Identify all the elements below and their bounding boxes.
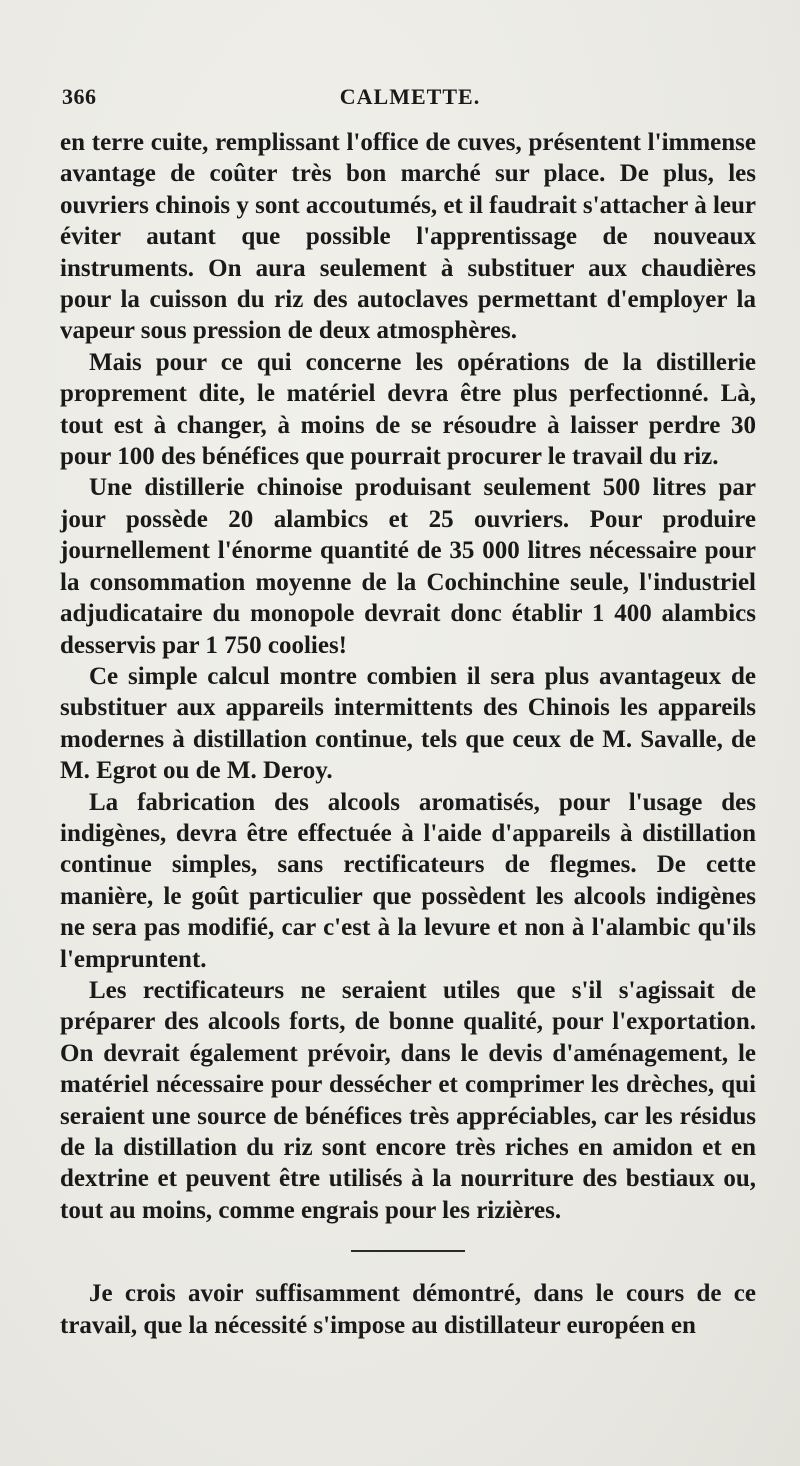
paragraph: Une distillerie chinoise produisant seulement 500 litres par jour possède 20 alambics et 25 ouvriers. Pour produire journellement l'énorme quantité de 35 000 litres nécessaire pour la consommation moyenne de la Cochinchine seule, l'industriel adjudicataire du monopole devrait donc établir 1 400 alambics desservis par 1 750 coolies! [60,474,756,659]
page-header [62,84,758,120]
section-divider [351,1250,465,1252]
running-head: CALMETTE. [339,84,481,109]
body-text [60,127,756,1341]
paragraph: Les rectificateurs ne seraient utiles que s'il s'agissait de préparer des alcools forts, de bonne qualité, pour l'exportation. On devrait également prévoir, dans le devis d'aménagement, le matériel nécessaire pour dessécher et comprimer les drèches, qui seraient une source de bénéfices très appréciables, car les résidus de la distillation du riz sont encore très riches en amidon et en dextrine et peuvent être utilisés à la nourriture des bestiaux ou, tout au moins, comme engrais pour les rizières. [60,976,756,1224]
paragraph: Ce simple calcul montre combien il sera plus avantageux de substituer aux appareils intermittents des Chinois les appareils modernes à distillation continue, tels que ceux de M. Savalle, de M. Egrot ou de M. Deroy. [60,662,756,785]
paragraph: La fabrication des alcools aromatisés, pour l'usage des indigènes, devra être effectuée à l'aide d'appareils à distillation continue simples, sans rectificateurs de flegmes. De cette manière, le goût particulier que possèdent les alcools indigènes ne sera pas modifié, car c'est à la levure et non à l'alambic qu'ils l'empruntent. [60,788,756,973]
closing-paragraph: Je crois avoir suffisamment démontré, dans le cours de ce travail, que la nécessité s'impose au distillateur européen en [60,1280,756,1339]
paragraph: Mais pour ce qui concerne les opérations de la distillerie proprement dite, le matériel devra être plus perfectionné. Là, tout est à changer, à moins de se résoudre à laisser perdre 30 pour 100 des bénéfices que pourrait procurer le travail du riz. [60,348,756,471]
paragraph: en terre cuite, remplissant l'office de cuves, présentent l'immense avantage de coûter très bon marché sur place. De plus, les ouvriers chinois y sont accoutumés, et il faudrait s'attacher à leur éviter autant que possible l'apprentissage de nouveaux instruments. On aura seulement à substituer aux chaudières pour la cuisson du riz des autoclaves permettant d'employer la vapeur sous pression de deux atmosphères. [60,129,756,345]
page-number: 366 [62,84,97,109]
